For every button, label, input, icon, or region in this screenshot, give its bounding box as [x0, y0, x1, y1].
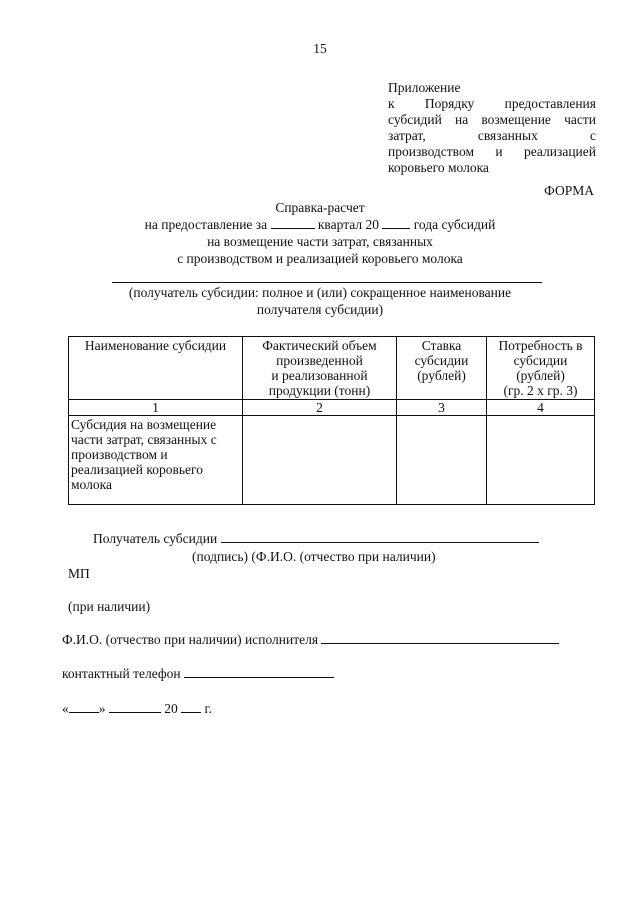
- recipient-caption-2: получателя субсидии): [256, 302, 384, 317]
- executor-blank[interactable]: [321, 643, 559, 644]
- table-row: [69, 416, 595, 505]
- appendix-line: Приложение: [388, 80, 461, 95]
- cell-rate[interactable]: [397, 416, 487, 505]
- signature-caption: (подпись) (Ф.И.О. (отчество при наличии): [192, 549, 436, 564]
- title-line-2: на возмещение части затрат, связанных: [207, 234, 433, 249]
- title-prefix: на предоставление за: [144, 217, 268, 232]
- date-close-quote: »: [98, 701, 106, 716]
- column-number: 1: [69, 400, 243, 416]
- appendix-line: к Порядку предоставления: [388, 96, 596, 111]
- phone-line: [62, 666, 334, 682]
- stamp-label: МП: [68, 566, 90, 581]
- executor-line: [62, 632, 559, 648]
- month-blank[interactable]: [109, 712, 161, 713]
- recipient-caption-1: (получатель субсидии: полное и (или) сокращенное наименование: [128, 285, 512, 300]
- executor-label: Ф.И.О. (отчество при наличии) исполнителя: [62, 632, 319, 647]
- date-year-blank[interactable]: [181, 712, 201, 713]
- year-blank[interactable]: [382, 228, 410, 229]
- date-year-prefix: 20: [164, 701, 178, 716]
- date-year-suffix: г.: [204, 701, 212, 716]
- recipient-signature-line: [93, 531, 539, 547]
- title-period-line: [0, 217, 640, 233]
- appendix-line: производством и реализацией: [388, 144, 596, 159]
- phone-label: контактный телефон: [62, 666, 181, 681]
- header-need: Потребность в субсидии (рублей) (гр. 2 x гр. 3): [487, 337, 595, 400]
- appendix-block: [388, 80, 596, 176]
- date-open-quote: «: [62, 701, 69, 716]
- calculation-table: [68, 336, 595, 505]
- appendix-line: коровьего молока: [388, 160, 489, 175]
- header-subsidy-name: Наименование субсидии: [69, 337, 243, 400]
- appendix-line: субсидий на возмещение части: [388, 112, 596, 127]
- stamp-note: (при наличии): [68, 599, 151, 614]
- column-number: 4: [487, 400, 595, 416]
- title-suffix: года субсидий: [413, 217, 496, 232]
- column-number-row: [69, 400, 595, 416]
- table-header-row: [69, 337, 595, 400]
- document-title: Справка-расчет: [275, 200, 365, 215]
- cell-need[interactable]: [487, 416, 595, 505]
- cell-volume[interactable]: [243, 416, 397, 505]
- title-mid: квартал 20: [317, 217, 379, 232]
- day-blank[interactable]: [69, 712, 99, 713]
- page-number: 15: [313, 41, 327, 56]
- header-rate: Ставка субсидии (рублей): [397, 337, 487, 400]
- recipient-name-line[interactable]: [112, 282, 542, 283]
- title-line-3: с производством и реализацией коровьего молока: [177, 251, 463, 266]
- column-number: 2: [243, 400, 397, 416]
- cell-subsidy-name: Субсидия на возмещение части затрат, связанных с производством и реализацией коровьего молока: [69, 416, 243, 505]
- form-label: ФОРМА: [544, 183, 594, 198]
- header-volume: Фактический объем произведенной и реализованной продукции (тонн): [243, 337, 397, 400]
- column-number: 3: [397, 400, 487, 416]
- appendix-line: затрат, связанных с: [388, 128, 596, 143]
- quarter-blank[interactable]: [271, 228, 315, 229]
- signature-label: Получатель субсидии: [93, 531, 218, 546]
- phone-blank[interactable]: [184, 677, 334, 678]
- signature-blank[interactable]: [221, 542, 539, 543]
- date-line: [62, 701, 212, 717]
